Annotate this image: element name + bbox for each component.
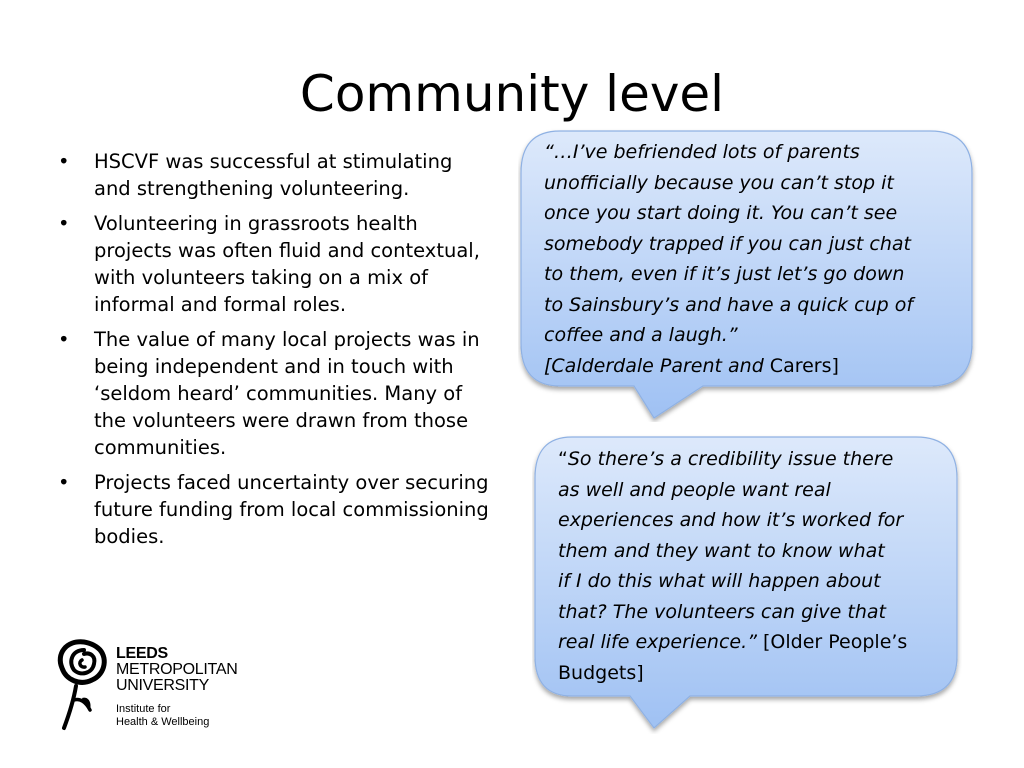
bullet-item [58,210,494,318]
quote-1-line: to them, even if it’s just let’s go down [544,263,905,285]
quote-callout-1 [518,128,978,422]
quote-2-line: them and they want to know what [558,539,885,562]
bullet-list [58,148,494,558]
quote-2-line: experiences and how it’s worked for [558,509,904,531]
logo-subtitle [116,703,209,729]
logo-wordmark [116,646,237,694]
bullet-text: Projects faced uncertainty over securing future funding from local commissioning bodies. [94,471,489,548]
quote-2-attribution: [Older People’s [756,631,908,653]
quote-1-text [544,137,964,381]
slide-title: Community level [299,65,725,123]
quote-1-line: to Sainsbury’s and have a quick cup of [544,293,914,316]
quote-1-line: “…I’ve befriended lots of parents [544,141,860,163]
bullet-item [58,469,494,550]
bullet-dot: • [58,212,70,235]
logo-sub-line: Health & Wellbeing [116,716,210,728]
bullet-dot: • [58,150,70,173]
quote-2-line: that? The volunteers can give that [558,600,886,623]
logo-line: UNIVERSITY [116,677,210,694]
quote-1-line: unofficially because you can’t stop it [544,171,894,194]
bullet-dot: • [58,471,70,494]
quote-1-line: once you start doing it. You can’t see [544,202,898,224]
bullet-text: Volunteering in grassroots health projects was often fluid and contextual, with volunteers taking on a mix of informal and formal roles. [94,212,480,316]
quote-2-line: So there’s a credibility issue there [567,448,894,470]
quote-1-line: somebody trapped if you can just chat [544,232,911,255]
quote-2-line: as well and people want real [558,478,831,501]
bullet-text: The value of many local projects was in being independent and in touch with ‘seldom heard’ communities. Many of the volunteers were drawn from those communities. [94,328,480,459]
logo-sub-line: Institute for [116,703,171,715]
rose-icon [54,636,114,732]
quote-1-attribution: [Calderdale Parent and [544,354,770,377]
quote-1-line: coffee and a laugh.” [544,324,738,346]
quote-2-attribution-end: Budgets] [558,661,644,684]
bullet-text: HSCVF was successful at stimulating and strengthening volunteering. [94,150,453,200]
quote-2-line: if I do this what will happen about [558,570,881,592]
bullet-item [58,326,494,461]
logo-line: METROPOLITAN [116,661,238,678]
logo-line: LEEDS [116,645,168,662]
bullet-dot: • [58,328,70,351]
quote-2-line: real life experience.” [558,631,757,653]
quote-2-open-mark: “ [558,448,568,470]
quote-1-attribution-end: Carers] [769,354,839,377]
quote-callout-2 [532,434,962,734]
bullet-item [58,148,494,202]
quote-2-text [558,444,958,688]
university-logo [54,636,274,732]
